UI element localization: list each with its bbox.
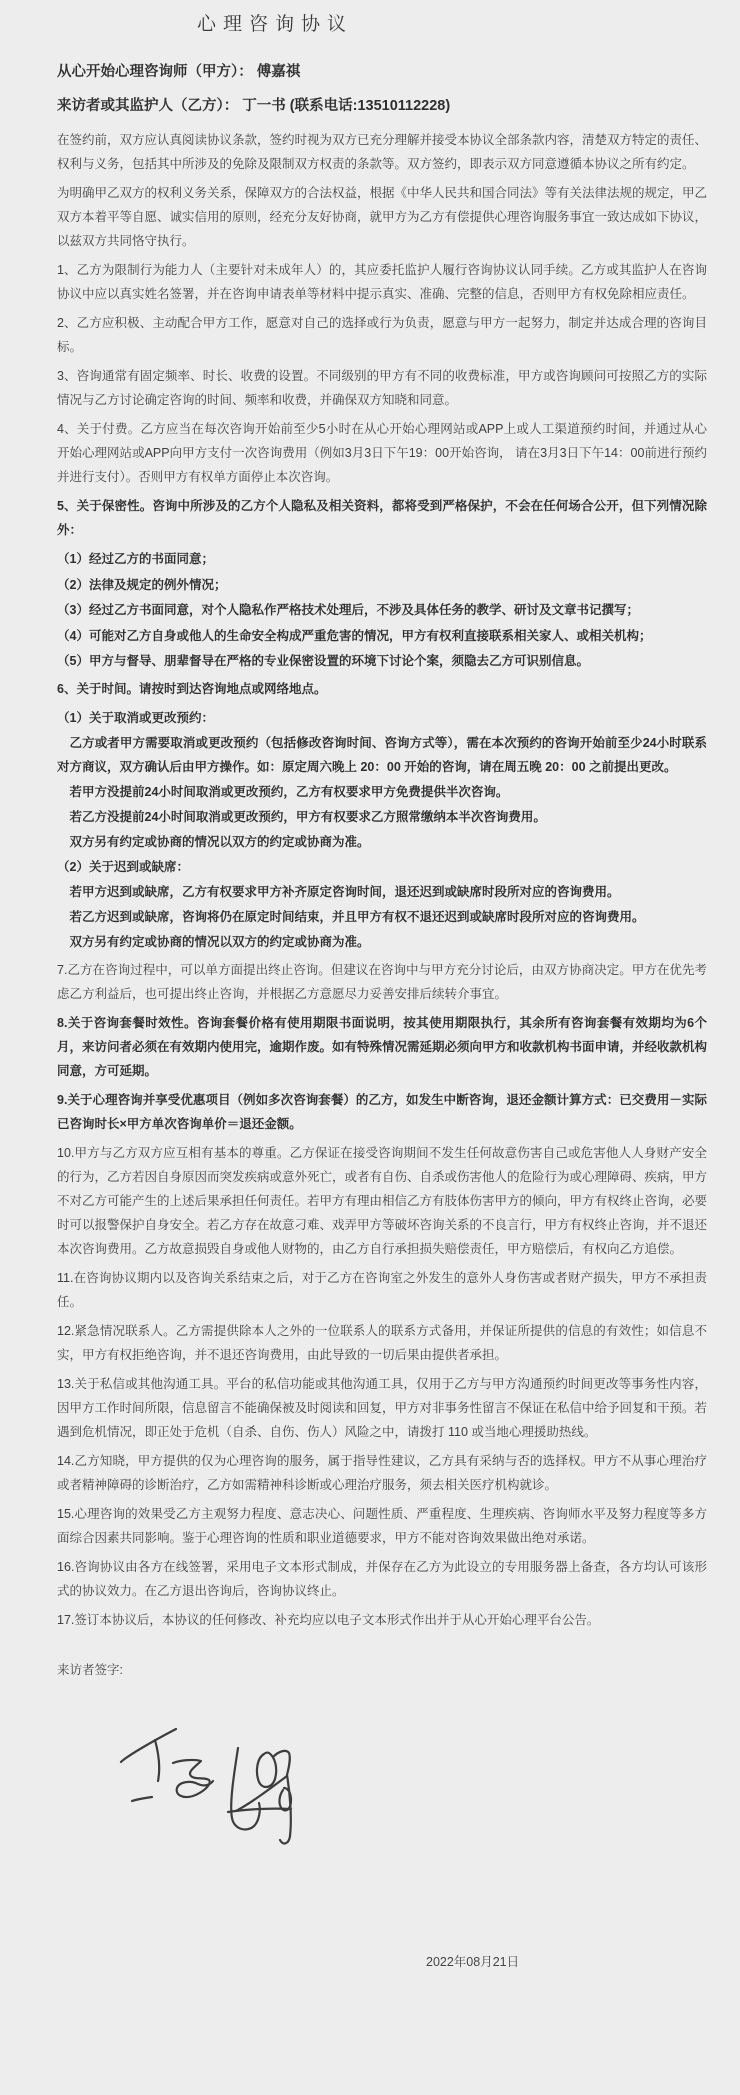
client-signature <box>83 1706 707 1858</box>
clause-17: 17.签订本协议后，本协议的任何修改、补充均应以电子文本形式作出并于从心开始心理平台公告。 <box>57 1613 600 1627</box>
clause-6-partyA-late: 若甲方迟到或缺席，乙方有权要求甲方补齐原定咨询时间，退还迟到或缺席时段所对应的咨询费用。 <box>69 885 620 899</box>
clause-1: 1、乙方为限制行为能力人（主要针对未成年人）的，其应委托监护人履行咨询协议认同手续。乙方或其监护人在咨询协议中应以真实姓名签署，并在咨询申请表单等材料中提示真实、准确、完整的信息，否则甲方有权免除相应责任。 <box>57 263 707 301</box>
signature-stroke <box>132 1797 152 1801</box>
agreement-date: 2022年08月21日 <box>426 1955 520 1969</box>
clause-6-sub-1-title: （1）关于取消或更改预约： <box>57 711 214 725</box>
page-title: 心理咨询协议 <box>197 14 354 35</box>
clause-12: 12.紧急情况联系人。乙方需提供除本人之外的一位联系人的联系方式备用，并保证所提供的信息的有效性；如信息不实，甲方有权拒绝咨询，并不退还咨询费用，由此导致的一切后果由提供者承担。 <box>57 1324 707 1362</box>
preamble-paragraph-2: 为明确甲乙双方的权利义务关系，保障双方的合法权益，根据《中华人民共和国合同法》等有关法律法规的规定，甲乙双方本着平等自愿、诚实信用的原则，经充分友好协商，就甲方为乙方有偿提供心理咨询服务事宜一致达成如下协议，以兹双方共同恪守执行。 <box>57 186 708 248</box>
clause-5-exception-1: （1）经过乙方的书面同意； <box>57 552 214 566</box>
clause-5-exception-2: （2）法律及规定的例外情况； <box>57 577 227 592</box>
clause-6-mutual-agreement-1: 双方另有约定或协商的情况以双方的约定或协商为准。 <box>69 835 370 849</box>
clause-15: 15.心理咨询的效果受乙方主观努力程度、意志决心、问题性质、严重程度、生理疾病、咨询师水平及努力程度等多方面综合因素共同影响。鉴于心理咨询的性质和职业道德要求，甲方不能对咨询效果做出绝对承诺。 <box>57 1507 707 1545</box>
clause-9: 9.关于心理咨询并享受优惠项目（例如多次咨询套餐）的乙方，如发生中断咨询，退还金额计算方式：已交费用－实际已咨询时长×甲方单次咨询单价＝退还金额。 <box>57 1093 707 1131</box>
clause-6: 6、关于时间。请按时到达咨询地点或网络地点。 <box>57 682 327 696</box>
clause-16: 16.咨询协议由各方在线签署，采用电子文本形式制成，并保存在乙方为此设立的专用服务器上备查，各方均认可该形式的协议效力。在乙方退出咨询后，咨询协议终止。 <box>57 1560 707 1598</box>
signature-stroke <box>173 1760 213 1797</box>
clause-6-partyA-no-notice: 若甲方没提前24小时间取消或更改预约，乙方有权要求甲方免费提供半次咨询。 <box>69 785 509 799</box>
clause-14: 14.乙方知晓，甲方提供的仅为心理咨询的服务，属于指导性建议，乙方具有采纳与否的选择权。甲方不从事心理治疗或者精神障碍的诊断治疗，乙方如需精神科诊断或心理治疗服务，须去相关医疗机构就诊。 <box>57 1454 707 1492</box>
clause-7: 7.乙方在咨询过程中，可以单方面提出终止咨询。但建议在咨询中与甲方充分讨论后，由双方协商决定。甲方在优先考虑乙方利益后，也可提出终止咨询，并根据乙方意愿尽力妥善安排后续转介事宜。 <box>57 963 707 1001</box>
signature-stroke <box>121 1729 176 1762</box>
signature-stroke <box>231 1748 260 1829</box>
clause-6-mutual-agreement-2: 双方另有约定或协商的情况以双方的约定或协商为准。 <box>69 935 370 949</box>
clause-11: 11.在咨询协议期内以及咨询关系结束之后，对于乙方在咨询室之外发生的意外人身伤害或者财产损失，甲方不承担责任。 <box>57 1271 707 1309</box>
clause-3: 3、咨询通常有固定频率、时长、收费的设置。不同级别的甲方有不同的收费标准，甲方或咨询顾问可按照乙方的实际情况与乙方讨论确定咨询的时间、频率和收费，并确保双方知晓和同意。 <box>57 369 707 407</box>
clause-6-sub-2-title: （2）关于迟到或缺席： <box>57 860 189 874</box>
clause-2: 2、乙方应积极、主动配合甲方工作，愿意对自己的选择或行为负责，愿意与甲方一起努力，制定并达成合理的咨询目标。 <box>57 316 707 354</box>
clause-5-exception-4: （4）可能对乙方自身或他人的生命安全构成严重危害的情况，甲方有权利直接联系相关家人、或相关机构； <box>57 628 652 643</box>
signature-stroke <box>155 1740 159 1781</box>
clause-5-exception-3: （3）经过乙方书面同意，对个人隐私作严格技术处理后，不涉及具体任务的教学、研讨及文章书记撰写； <box>57 603 639 617</box>
clause-8: 8.关于咨询套餐时效性。咨询套餐价格有使用期限书面说明，按其使用期限执行，其余所有咨询套餐有效期均为6个月，来访问者必须在有效期内使用完，逾期作废。如有特殊情况需延期必须向甲方和收款机构书面申请，并经收款机构同意，方可延期。 <box>57 1016 708 1078</box>
clause-5: 5、关于保密性。咨询中所涉及的乙方个人隐私及相关资料，都将受到严格保护，不会在任何场合公开，但下列情况除外： <box>57 499 707 537</box>
clause-10: 10.甲方与乙方双方应互相有基本的尊重。乙方保证在接受咨询期间不发生任何故意伤害自己或危害他人人身财产安全的行为，乙方若因自身原因而突发疾病或意外死亡，或者有自伤、自杀或伤害他人的危险行为或心理障碍、疾病，甲方不对乙方可能产生的上述后果承担任何责任。若甲方有理由相信乙方有肢体伤害甲方的倾向，甲方有权终止咨询，必要时可以报警保护自身安全。若乙方存在故意刁难、戏弄甲方等破坏咨询关系的不良言行，甲方有权终止咨询，并不退还本次咨询费用。乙方故意损毁自身或他人财物的，由乙方自行承担损失赔偿责任，甲方赔偿后，有权向乙方追偿。 <box>57 1146 708 1256</box>
clause-4: 4、关于付费。乙方应当在每次咨询开始前至少5小时在从心开始心理网站或APP上或人工渠道预约时间，并通过从心开始心理网站或APP向甲方支付一次咨询费用（例如3月3日下午19：00开始咨询， 请在3月3日下午14：00前进行预约并进行支付）。否则甲方有权单方面停止本次咨询。 <box>57 422 707 484</box>
clause-5-exception-5: （5）甲方与督导、朋辈督导在严格的专业保密设置的环境下讨论个案，须隐去乙方可识别信息。 <box>57 654 589 668</box>
signature-label: 来访者签字: <box>57 1663 123 1677</box>
party-counselor-line: 从心开始心理咨询师（甲方）： 傅嘉祺 <box>57 64 301 80</box>
clause-6-partyB-no-notice: 若乙方没提前24小时间取消或更改预约，甲方有权要求乙方照常缴纳本半次咨询费用。 <box>69 810 546 824</box>
clause-6-partyB-late: 若乙方迟到或缺席，咨询将仍在原定时间结束，并且甲方有权不退还迟到或缺席时段所对应的咨询费用。 <box>69 910 645 924</box>
preamble-paragraph-1: 在签约前，双方应认真阅读协议条款，签约时视为双方已充分理解并接受本协议全部条款内容，清楚双方特定的责任、权利与义务，包括其中所涉及的免除及限制双方权责的条款等。双方签约，即表示双方同意遵循本协议之所有约定。 <box>57 133 708 171</box>
party-client-line: 来访者或其监护人（乙方）： 丁一书 (联系电话:13510112228) <box>57 98 451 114</box>
clause-13: 13.关于私信或其他沟通工具。平台的私信功能或其他沟通工具，仅用于乙方与甲方沟通预约时间更改等事务性内容，因甲方工作时间所限，信息留言不能确保被及时阅读和回复，甲方对非事务性留言不保证在私信中给予回复和干预。若遇到危机情况，即正处于危机（自杀、自伤、伤人）风险之中，请拨打 110 或当地心理援助热线。 <box>57 1377 708 1439</box>
clause-6-cancel-policy: 乙方或者甲方需要取消或更改预约（包括修改咨询时间、咨询方式等），需在本次预约的咨询开始前至少24小时联系对方商议，双方确认后由甲方操作。如：原定周六晚上 20：00 开始的咨询，请在周五晚 20：00 之前提出更改。 <box>57 736 707 774</box>
signature-drawing <box>83 1706 318 1858</box>
